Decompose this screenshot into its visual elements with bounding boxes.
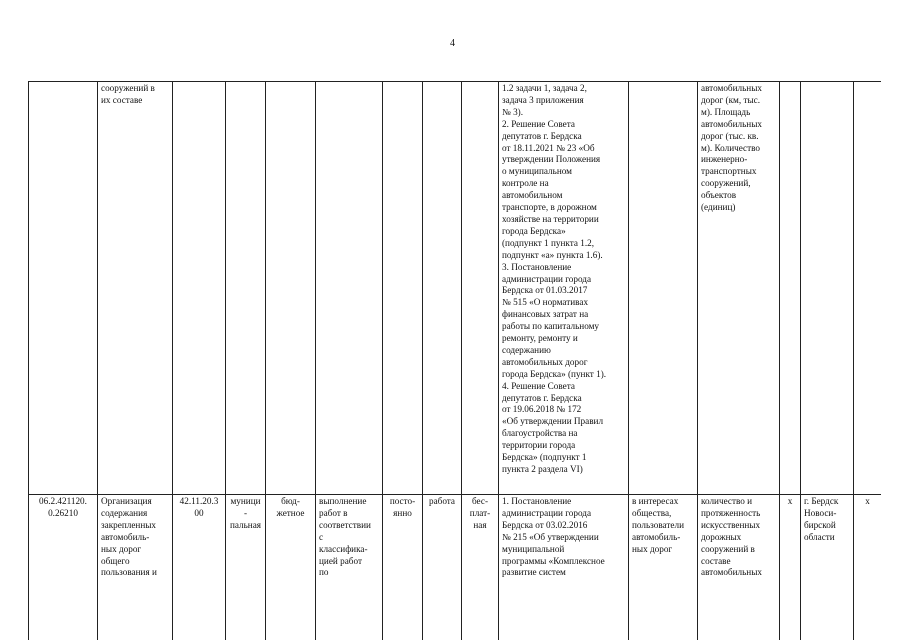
cell-legal-basis: 1.2 задачи 1, задача 2, задача 3 приложения № 3). 2. Решение Совета депутатов г. Бердска от 18.11.2021 № 23 «Об утверждении Положения о муниципальном контроле на автомобильном транспорте, в дорожном хозяйстве на территории города Бердска» (подпункт 1 пункта 1.2, подпункт «а» пункта 1.6). 3. Постановление администрации города Бердска от 01.03.2017 № 515 «О нормативах финансовых затрат на работы по капитальному ремонту, ремонту и содержанию автомобильных дорог города Бердска» (пункт 1). 4. Решение Совета депутатов г. Бердска от 19.06.2018 № 172 «Об утверждении Правил благоустройства на территории города Бердска» (подпункт 1 пункта 2 раздела VI) <box>499 82 629 495</box>
cell-periodicity <box>383 82 423 495</box>
cell-consumers <box>629 82 698 495</box>
cell-ownership: муници- пальная <box>226 495 266 640</box>
cell-okpd-code: 42.11.20.3 00 <box>173 495 226 640</box>
cell-registry-code: 06.2.421120. 0.26210 <box>29 495 98 640</box>
cell-mark-2 <box>854 82 882 495</box>
table-container <box>28 81 881 640</box>
cell-location <box>801 82 854 495</box>
cell-consumers: в интересах общества, пользователи автомобиль- ных дорог <box>629 495 698 640</box>
cell-service-name: сооружений в их составе <box>98 82 173 495</box>
table-row <box>29 495 882 640</box>
table-row <box>29 82 882 495</box>
cell-periodicity: посто- янно <box>383 495 423 640</box>
cell-content: выполнение работ в соответствии с классифика- цией работ по <box>316 495 383 640</box>
cell-institution-type <box>266 82 316 495</box>
cell-mark-1: х <box>780 495 801 640</box>
page-number: 4 <box>450 38 455 49</box>
cell-institution-type: бюд- жетное <box>266 495 316 640</box>
cell-registry-code <box>29 82 98 495</box>
cell-ownership <box>226 82 266 495</box>
cell-indicators: автомобильных дорог (км, тыс. м). Площадь автомобильных дорог (тыс. кв. м). Количество инженерно- транспортных сооружений, объектов (единиц) <box>698 82 780 495</box>
cell-okpd-code <box>173 82 226 495</box>
cell-type: работа <box>423 495 462 640</box>
cell-content <box>316 82 383 495</box>
cell-payment: бес- плат- ная <box>462 495 499 640</box>
cell-type <box>423 82 462 495</box>
cell-mark-2: х <box>854 495 882 640</box>
cell-service-name: Организация содержания закрепленных автомобиль- ных дорог общего пользования и <box>98 495 173 640</box>
cell-indicators: количество и протяженность искусственных дорожных сооружений в составе автомобильных <box>698 495 780 640</box>
services-table <box>28 81 881 640</box>
cell-legal-basis: 1. Постановление администрации города Бердска от 03.02.2016 № 215 «Об утверждении муниципальной программы «Комплексное развитие систем <box>499 495 629 640</box>
cell-location: г. Бердск Новоси- бирской области <box>801 495 854 640</box>
cell-payment <box>462 82 499 495</box>
cell-mark-1 <box>780 82 801 495</box>
